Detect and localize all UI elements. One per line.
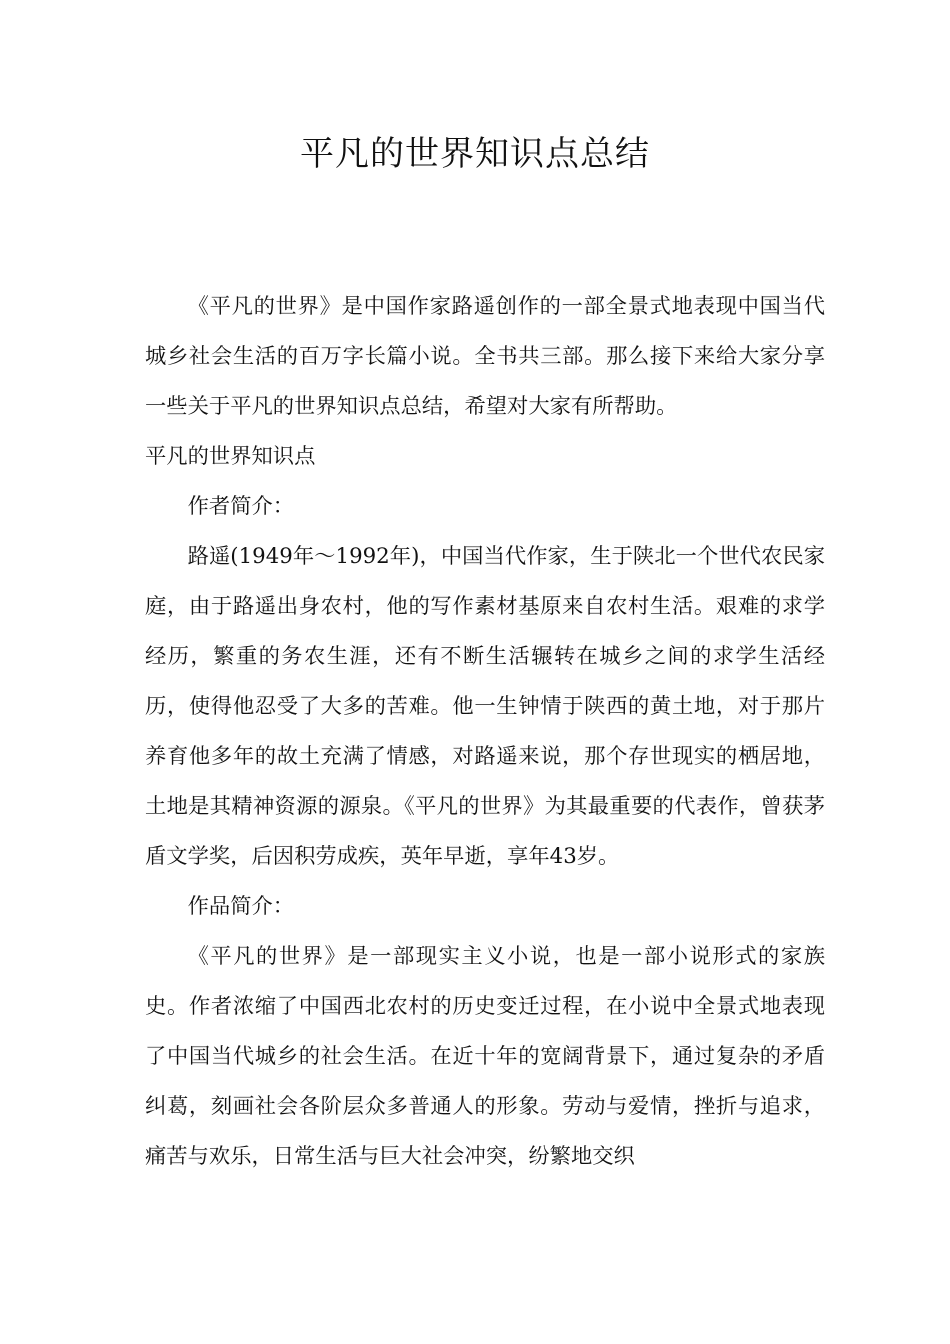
document-title: 平凡的世界知识点总结: [300, 134, 650, 174]
work-intro-heading: 作品简介：: [187, 894, 295, 919]
author-intro-heading: 作者简介：: [187, 494, 295, 519]
intro-paragraph: 《平凡的世界》是中国作家路遥创作的一部全景式地表现中国当代城乡社会生活的百万字长篇小说。全书共三部。那么接下来给大家分享一些关于平凡的世界知识点总结，希望对大家有所帮助。: [145, 294, 825, 419]
document-body: [145, 282, 825, 1182]
work-intro-paragraph: 《平凡的世界》是一部现实主义小说，也是一部小说形式的家族史。作者浓缩了中国西北农村的历史变迁过程，在小说中全景式地表现了中国当代城乡的社会生活。在近十年的宽阔背景下，通过复杂的矛盾纠葛，刻画社会各阶层众多普通人的形象。劳动与爱情，挫折与追求，痛苦与欢乐，日常生活与巨大社会冲突，纷繁地交织: [145, 944, 825, 1169]
section-heading: 平凡的世界知识点: [145, 444, 316, 469]
author-intro-paragraph: 路遥(1949年～1992年)，中国当代作家，生于陕北一个世代农民家庭，由于路遥出身农村，他的写作素材基原来自农村生活。艰难的求学经历，繁重的务农生涯，还有不断生活辗转在城乡之间的求学生活经历，使得他忍受了大多的苦难。他一生钟情于陕西的黄土地，对于那片养育他多年的故土充满了情感，对路遥来说，那个存世现实的栖居地，土地是其精神资源的源泉。《平凡的世界》为其最重要的代表作，曾获茅盾文学奖，后因积劳成疾，英年早逝，享年43岁。: [145, 544, 825, 869]
